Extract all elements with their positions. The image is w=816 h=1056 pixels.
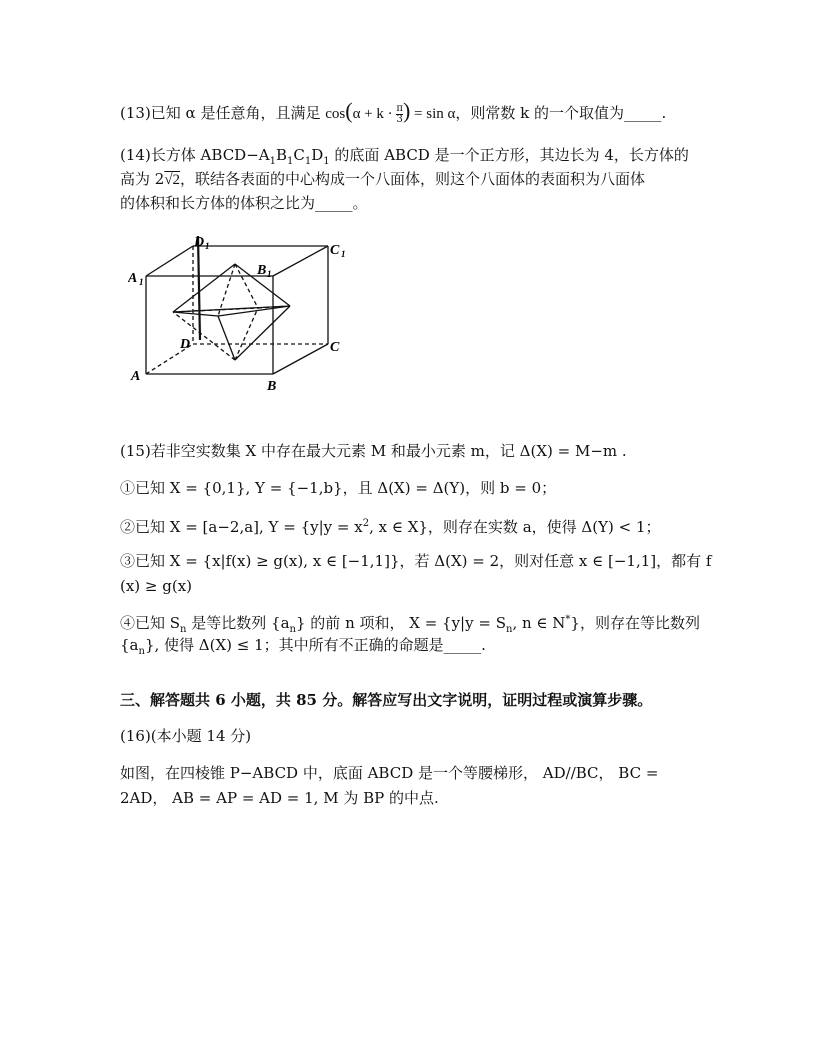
q15-item-4-text-f: {a <box>120 636 139 654</box>
cuboid-octahedron-figure <box>128 228 358 398</box>
label-b1-sub: 1 <box>267 269 272 279</box>
q15-item-1-text: ①已知 X = {0,1}, Y = {−1,b}，且 Δ(X) = Δ(Y)，则 b = 0； <box>120 479 557 497</box>
q14-text-b: 的底面 ABCD 是一个正方形，其边长为 4，长方体的 <box>329 146 689 164</box>
q13-eq: = sin α <box>410 106 456 122</box>
q15-item-4-text-a: ④已知 S <box>120 614 181 632</box>
q14-text-e: 的体积和长方体的体积之比为_____。 <box>120 194 368 212</box>
q13-prefix: (13)已知 α 是任意角，且满足 <box>120 104 326 122</box>
q13-three: 3 <box>396 113 403 125</box>
question-14-line-1 <box>120 145 689 172</box>
question-14-line-3 <box>120 193 368 213</box>
q14-d: D <box>311 146 324 164</box>
question-16-line-2 <box>120 788 439 808</box>
q15-item-2-text-a: ②已知 X = [a−2,a], Y = {y|y = x <box>120 518 363 536</box>
label-c1-sub: 1 <box>341 249 346 259</box>
question-16-line-1 <box>120 763 658 783</box>
q13-suffix: ，则常数 k 的一个取值为_____. <box>455 104 667 122</box>
label-a1: A <box>128 271 138 286</box>
q14-sub-1: 1 <box>269 156 276 167</box>
question-15-stem <box>120 441 627 461</box>
q14-sub-2: 1 <box>287 156 294 167</box>
q15-item-2-text-b: , x ∈ X}，则存在实数 a，使得 Δ(Y) < 1； <box>369 518 661 536</box>
q15-item-4-text-g: }, 使得 Δ(X) ≤ 1；其中所有不正确的命题是_____. <box>144 636 486 654</box>
q15-item-4-sub-3: n <box>505 624 513 635</box>
q15-item-3-text-b: (x) ≥ g(x) <box>120 577 193 595</box>
section-3-heading-text: 三、解答题共 6 小题，共 85 分。解答应写出文字说明，证明过程或演算步骤。 <box>120 691 653 709</box>
q14-sqrt: √2 <box>164 172 181 188</box>
q15-item-2 <box>120 514 661 537</box>
label-d: D <box>180 337 191 352</box>
q16-text-b: 2AD， AB = AP = AD = 1, M 为 BP 的中点. <box>120 789 439 807</box>
label-d1-sub: 1 <box>205 241 210 251</box>
question-13: (13)已知 α 是任意角，且满足 cos(α + k · $\frac{\pi}{3}$ ) = sin α，则常数 k 的一个取值为_____. <box>120 98 667 125</box>
q14-sub-4: 1 <box>323 156 330 167</box>
q15-item-3-line-1 <box>120 551 711 571</box>
q14-c: C <box>293 146 305 164</box>
q15-item-4-text-b: 是等比数列 {a <box>186 614 290 632</box>
label-b: B <box>267 379 277 394</box>
q13-cos: cos <box>325 106 346 122</box>
q15-item-4-star: * <box>565 614 571 625</box>
q13-pi: π <box>396 102 403 114</box>
q15-item-4-sub-1: n <box>180 624 187 635</box>
q15-item-4-text-d: , n ∈ N <box>512 614 566 632</box>
q16-label-text: (16)(本小题 14 分) <box>120 727 252 745</box>
q15-stem-text: (15)若非空实数集 X 中存在最大元素 M 和最小元素 m，记 Δ(X) = M−m . <box>120 442 627 460</box>
label-b1: B <box>257 263 267 278</box>
section-3-heading <box>120 690 652 710</box>
label-d1: D <box>194 235 205 250</box>
q14-text-a: (14)长方体 ABCD−A <box>120 146 270 164</box>
label-c1: C <box>330 243 340 258</box>
q13-alpha-k: α + k · <box>352 106 397 122</box>
label-a: A <box>131 369 141 384</box>
q15-item-3-line-2 <box>120 576 192 596</box>
q15-item-4-line-2 <box>120 635 486 662</box>
q15-item-4-sub-4: n <box>138 646 145 657</box>
question-14-line-2 <box>120 169 645 190</box>
q15-item-3-text-a: ③已知 X = {x|f(x) ≥ g(x), x ∈ [−1,1]}，若 Δ(X) = 2，则对任意 x ∈ [−1,1]，都有 f <box>120 552 712 570</box>
q14-b: B <box>275 146 288 164</box>
question-16-label <box>120 726 251 746</box>
q15-item-4-text-e: }，则存在等比数列 <box>570 614 700 632</box>
q15-item-4-text-c: } 的前 n 项和， X = {y|y = S <box>295 614 506 632</box>
q14-sub-3: 1 <box>304 156 312 167</box>
q15-item-2-sup: 2 <box>362 518 370 529</box>
q14-text-d: ，联结各表面的中心构成一个八面体，则这个八面体的表面积为八面体 <box>180 170 646 188</box>
q15-item-1 <box>120 478 556 498</box>
label-c: C <box>330 340 340 355</box>
q14-text-c: 高为 2 <box>120 170 165 188</box>
q16-text-a: 如图，在四棱锥 P−ABCD 中，底面 ABCD 是一个等腰梯形， AD//BC， BC = <box>120 764 659 782</box>
q15-item-4-sub-2: n <box>289 624 296 635</box>
label-a1-sub: 1 <box>139 277 144 287</box>
